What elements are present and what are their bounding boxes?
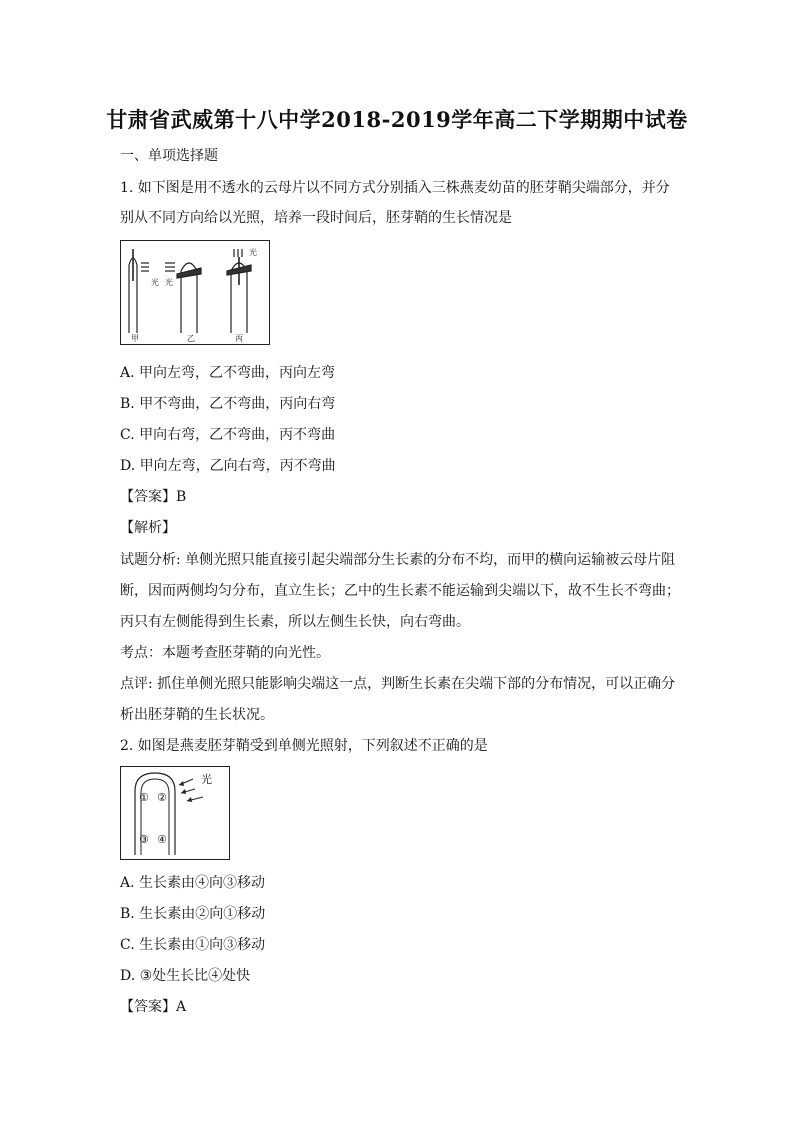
q1-kaodian: 考点：本题考查胚芽鞘的向光性。 [120,645,330,661]
document-title: 甘肃省武威第十八中学2018-2019学年高二下学期期中试卷 [106,107,688,132]
q1-coleoptile-diagram [121,241,269,344]
seedling-bing [227,249,251,333]
q2-option-b: B. 生长素由②向①移动 [120,906,266,922]
label-yi: 乙 [187,334,195,343]
region-2: ② [157,791,167,804]
q1-dianping-line-1: 点评: 抓住单侧光照只能影响尖端这一点，判断生长素在尖端下部的分布情况，可以正确分 [120,676,676,692]
q1-light-label-2: 光 [165,278,173,287]
q1-analysis-line-3: 丙只有左侧能得到生长素，所以左侧生长快，向右弯曲。 [120,614,470,630]
q1-figure [120,240,270,345]
q1-stem-line-1: 1. 如下图是用不透水的云母片以不同方式分别插入三株燕麦幼苗的胚芽鞘尖端部分，并分 [120,180,670,196]
q2-answer: 【答案】A [120,999,187,1015]
q1-analysis-line-2: 断，因而两侧均匀分布，直立生长；乙中的生长素不能运输到尖端以下，故不生长不弯曲； [120,583,680,599]
section-heading: 一、单项选择题 [120,148,218,164]
q1-light-label-3: 光 [249,248,257,257]
seedling-yi [165,263,201,333]
q1-dianping-line-2: 析出胚芽鞘的生长状况。 [120,707,274,723]
q2-figure [120,766,230,860]
q2-stem: 2. 如图是燕麦胚芽鞘受到单侧光照射，下列叙述不正确的是 [120,738,488,754]
label-jia: 甲 [131,334,139,343]
region-3: ③ [139,833,149,846]
q2-option-c: C. 生长素由①向③移动 [120,937,266,953]
q2-coleoptile-diagram [121,767,229,859]
region-1: ① [139,791,149,804]
q1-option-c: C. 甲向右弯，乙不弯曲，丙不弯曲 [120,427,336,443]
q1-analysis-line-1: 试题分析: 单侧光照只能直接引起尖端部分生长素的分布不均，而甲的横向运输被云母片阻 [120,552,676,568]
q1-answer: 【答案】B [120,489,187,505]
region-4: ④ [157,833,167,846]
q1-option-d: D. 甲向左弯，乙向右弯，丙不弯曲 [120,458,336,474]
seedling-jia [129,249,149,333]
q1-stem-line-2: 别从不同方向给以光照，培养一段时间后，胚芽鞘的生长情况是 [120,210,512,226]
q1-analysis-heading: 【解析】 [120,520,176,536]
q1-option-b: B. 甲不弯曲，乙不弯曲，丙向右弯 [120,396,336,412]
q1-light-label-1: 光 [151,278,159,287]
q2-option-d: D. ③处生长比④处快 [120,968,251,984]
q2-option-a: A. 生长素由④向③移动 [120,875,266,891]
q1-option-a: A. 甲向左弯，乙不弯曲，丙向左弯 [120,365,336,381]
label-bing: 丙 [235,334,243,343]
q2-light-label: 光 [201,773,212,786]
